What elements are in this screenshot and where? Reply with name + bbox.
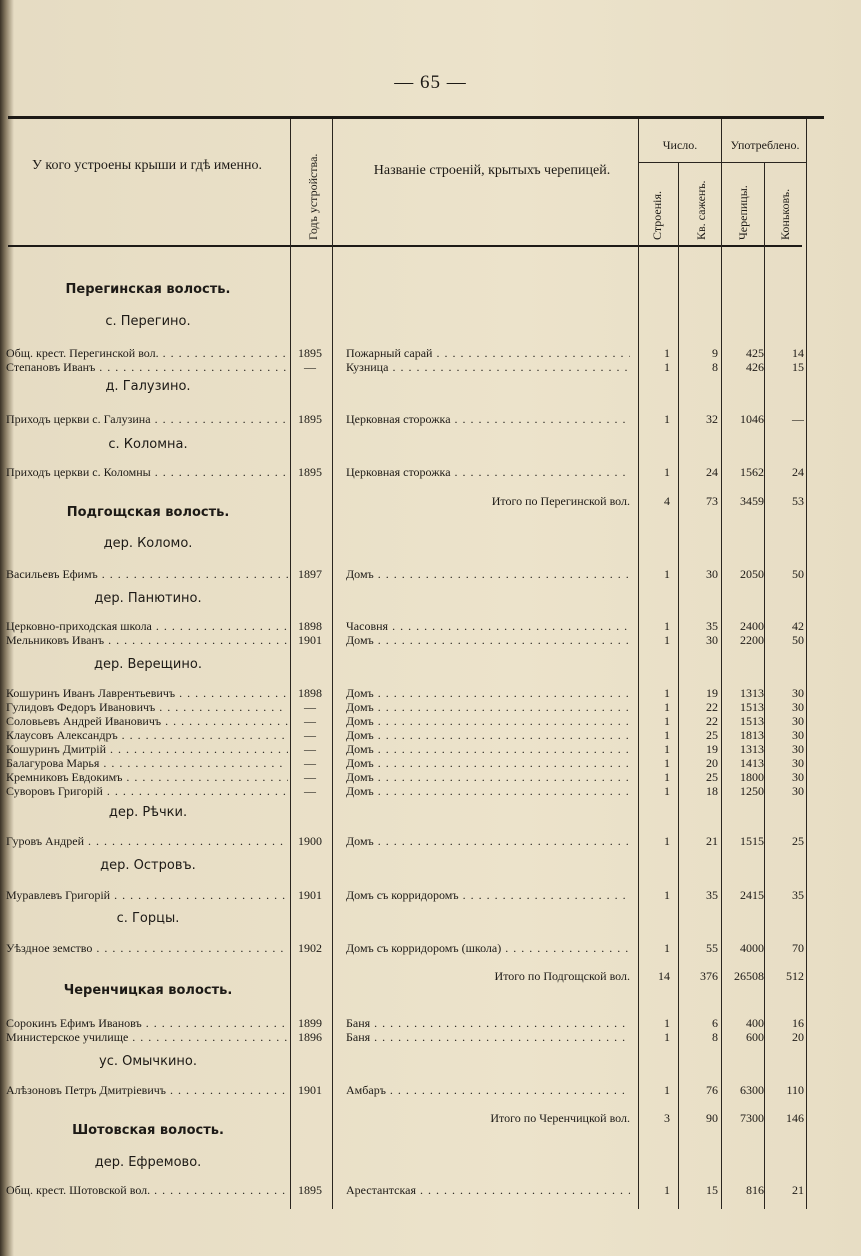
tiles-cell: 7300 (740, 1111, 764, 1125)
buildings-count-cell: 1 (664, 728, 670, 742)
building-cell: Церковная сторожка . . . (346, 465, 630, 479)
owner-cell: Соловьевъ Андрей Ивановичъ . . . (6, 714, 288, 728)
header-buildings: Строенія. (650, 191, 664, 240)
building-cell: Домъ . . . (346, 834, 630, 848)
buildings-count-cell: 1 (664, 714, 670, 728)
locality-heading: дер. Рѣчки. (108, 805, 188, 820)
ridges-cell: 30 (792, 728, 804, 742)
locality-heading: с. Коломна. (108, 437, 188, 452)
tiles-cell: 1513 (740, 700, 764, 714)
square-sazhen-cell: 35 (706, 619, 718, 633)
year-cell: — (304, 784, 316, 798)
table-row (0, 686, 861, 700)
building-cell: Часовня . . . (346, 619, 630, 633)
square-sazhen-cell: 30 (706, 633, 718, 647)
year-cell: 1900 (298, 834, 322, 848)
year-cell: 1902 (298, 941, 322, 955)
square-sazhen-cell: 24 (706, 465, 718, 479)
square-sazhen-cell: 32 (706, 412, 718, 426)
table-row (0, 360, 861, 374)
buildings-count-cell: 1 (664, 412, 670, 426)
owner-cell: Мельниковъ Иванъ . . . (6, 633, 288, 647)
table-row (0, 1083, 861, 1097)
square-sazhen-cell: 8 (712, 360, 718, 374)
owner-cell: Сорокинъ Ефимъ Ивановъ . . . (6, 1016, 288, 1030)
ridges-cell: 20 (792, 1030, 804, 1044)
table-row (0, 1030, 861, 1044)
owner-cell: Балагурова Марья . . . (6, 756, 288, 770)
building-cell: Домъ съ корридоромъ (школа) . . . (346, 941, 630, 955)
section-heading: Подгощская волость. (66, 505, 230, 520)
year-cell: 1898 (298, 686, 322, 700)
buildings-count-cell: 1 (664, 1083, 670, 1097)
buildings-count-cell: 1 (664, 700, 670, 714)
tiles-cell: 1800 (740, 770, 764, 784)
square-sazhen-cell: 30 (706, 567, 718, 581)
locality-heading: ус. Омычкино. (99, 1054, 197, 1069)
owner-cell: Гулидовъ Федоръ Ивановичъ . . . (6, 700, 288, 714)
tiles-cell: 816 (746, 1183, 764, 1197)
table-row (0, 412, 861, 426)
total-row (0, 969, 861, 983)
buildings-count-cell: 4 (664, 494, 670, 508)
square-sazhen-cell: 25 (706, 770, 718, 784)
year-cell: 1895 (298, 412, 322, 426)
table-row (0, 888, 861, 902)
square-sazhen-cell: 6 (712, 1016, 718, 1030)
buildings-count-cell: 1 (664, 360, 670, 374)
building-cell: Домъ . . . (346, 633, 630, 647)
column-line (806, 119, 807, 1209)
locality-heading: дер. Панютино. (94, 591, 202, 606)
column-line (332, 119, 333, 1209)
tiles-cell: 26508 (734, 969, 764, 983)
section-heading: Шотовская волость. (72, 1123, 224, 1138)
tiles-cell: 2400 (740, 619, 764, 633)
tiles-cell: 400 (746, 1016, 764, 1030)
year-cell: — (304, 742, 316, 756)
year-cell: — (304, 700, 316, 714)
header-tiles: Черепицы. (736, 185, 750, 240)
ridges-cell: 53 (792, 494, 804, 508)
building-cell: Арестантская . . . (346, 1183, 630, 1197)
header-year: Годъ устройства. (306, 153, 320, 240)
ridges-cell: 110 (786, 1083, 804, 1097)
buildings-count-cell: 1 (664, 742, 670, 756)
tiles-cell: 1515 (740, 834, 764, 848)
ridges-cell: 35 (792, 888, 804, 902)
header-bottom-rule (8, 245, 802, 247)
header-owner: У кого устроены крыши и гдѣ именно. (32, 158, 262, 173)
buildings-count-cell: 1 (664, 465, 670, 479)
square-sazhen-cell: 376 (700, 969, 718, 983)
tiles-cell: 1813 (740, 728, 764, 742)
tiles-cell: 1513 (740, 714, 764, 728)
ridges-cell: 30 (792, 714, 804, 728)
locality-heading: дер. Островъ. (100, 858, 196, 873)
year-cell: 1895 (298, 465, 322, 479)
square-sazhen-cell: 73 (706, 494, 718, 508)
year-cell: 1896 (298, 1030, 322, 1044)
table-row (0, 784, 861, 798)
year-cell: 1897 (298, 567, 322, 581)
ridges-cell: 21 (792, 1183, 804, 1197)
year-cell: — (304, 728, 316, 742)
total-label: Итого по Подгощской вол. (494, 969, 630, 983)
buildings-count-cell: 1 (664, 941, 670, 955)
column-line (638, 119, 639, 1209)
ridges-cell: 146 (786, 1111, 804, 1125)
table-row (0, 941, 861, 955)
tiles-cell: 1046 (740, 412, 764, 426)
owner-cell: Суворовъ Григорій . . . (6, 784, 288, 798)
table-row (0, 700, 861, 714)
owner-cell: Клаусовъ Александръ . . . (6, 728, 288, 742)
year-cell: — (304, 714, 316, 728)
tiles-cell: 2200 (740, 633, 764, 647)
header-building: Названіе строеній, крытыхъ черепицей. (373, 163, 611, 178)
table-row (0, 633, 861, 647)
square-sazhen-cell: 20 (706, 756, 718, 770)
header-group-divider (638, 162, 806, 163)
square-sazhen-cell: 25 (706, 728, 718, 742)
column-line (290, 119, 291, 1209)
square-sazhen-cell: 19 (706, 686, 718, 700)
buildings-count-cell: 1 (664, 633, 670, 647)
owner-cell: Кошуринъ Иванъ Лаврентьевичъ . . . (6, 686, 288, 700)
ridges-cell: 15 (792, 360, 804, 374)
owner-cell: Общ. крест. Перегинской вол. . . . (6, 346, 288, 360)
table-row (0, 1183, 861, 1197)
buildings-count-cell: 1 (664, 619, 670, 633)
tiles-cell: 426 (746, 360, 764, 374)
square-sazhen-cell: 18 (706, 784, 718, 798)
square-sazhen-cell: 90 (706, 1111, 718, 1125)
buildings-count-cell: 1 (664, 1016, 670, 1030)
owner-cell: Муравлевъ Григорій . . . (6, 888, 288, 902)
owner-cell: Церковно-приходская школа . . . (6, 619, 288, 633)
table-row (0, 834, 861, 848)
year-cell: 1901 (298, 633, 322, 647)
square-sazhen-cell: 9 (712, 346, 718, 360)
year-cell: — (304, 770, 316, 784)
year-cell: 1899 (298, 1016, 322, 1030)
ridges-cell: 70 (792, 941, 804, 955)
ridges-cell: 50 (792, 567, 804, 581)
year-cell: — (304, 756, 316, 770)
table-row (0, 346, 861, 360)
building-cell: Домъ . . . (346, 700, 630, 714)
square-sazhen-cell: 8 (712, 1030, 718, 1044)
locality-heading: дер. Верещино. (94, 657, 202, 672)
buildings-count-cell: 1 (664, 770, 670, 784)
year-cell: 1901 (298, 1083, 322, 1097)
header-ridges: Коньковъ. (778, 188, 792, 240)
tiles-cell: 4000 (740, 941, 764, 955)
building-cell: Церковная сторожка . . . (346, 412, 630, 426)
table-row (0, 742, 861, 756)
column-line (721, 119, 722, 1209)
locality-heading: с. Перегино. (105, 314, 191, 329)
header-divider (678, 162, 679, 246)
ridges-cell: 14 (792, 346, 804, 360)
header-number-group: Число. (662, 138, 698, 152)
building-cell: Домъ . . . (346, 756, 630, 770)
year-cell: 1895 (298, 346, 322, 360)
year-cell: 1898 (298, 619, 322, 633)
table-row (0, 728, 861, 742)
locality-heading: дер. Ефремово. (94, 1155, 202, 1170)
tiles-cell: 1562 (740, 465, 764, 479)
building-cell: Кузница . . . (346, 360, 630, 374)
table-row (0, 619, 861, 633)
tiles-cell: 1413 (740, 756, 764, 770)
ridges-cell: 30 (792, 756, 804, 770)
building-cell: Пожарный сарай . . . (346, 346, 630, 360)
owner-cell: Министерское училище . . . (6, 1030, 288, 1044)
buildings-count-cell: 1 (664, 756, 670, 770)
tiles-cell: 600 (746, 1030, 764, 1044)
ridges-cell: 30 (792, 784, 804, 798)
tiles-cell: 1250 (740, 784, 764, 798)
ridges-cell: 25 (792, 834, 804, 848)
building-cell: Домъ . . . (346, 686, 630, 700)
square-sazhen-cell: 22 (706, 714, 718, 728)
tiles-cell: 2050 (740, 567, 764, 581)
buildings-count-cell: 1 (664, 834, 670, 848)
section-heading: Черенчицкая волость. (63, 983, 233, 998)
building-cell: Амбаръ . . . (346, 1083, 630, 1097)
buildings-count-cell: 1 (664, 888, 670, 902)
owner-cell: Кошуринъ Дмитрій . . . (6, 742, 288, 756)
tiles-cell: 2415 (740, 888, 764, 902)
ridges-cell: 30 (792, 770, 804, 784)
page-number: — 65 — (394, 72, 467, 93)
owner-cell: Кремниковъ Евдокимъ . . . (6, 770, 288, 784)
building-cell: Домъ . . . (346, 742, 630, 756)
header-sq: Кв. саженъ. (694, 180, 708, 240)
owner-cell: Общ. крест. Шотовской вол. . . . (6, 1183, 288, 1197)
header-divider (764, 162, 765, 246)
owner-cell: Приходъ церкви с. Коломны . . . (6, 465, 288, 479)
buildings-count-cell: 3 (664, 1111, 670, 1125)
owner-cell: Гуровъ Андрей . . . (6, 834, 288, 848)
owner-cell: Алѣзоновъ Петръ Дмитріевичъ . . . (6, 1083, 288, 1097)
total-label: Итого по Черенчицкой вол. (490, 1111, 630, 1125)
buildings-count-cell: 1 (664, 784, 670, 798)
owner-cell: Уѣздное земство . . . (6, 941, 288, 955)
buildings-count-cell: 14 (658, 969, 670, 983)
locality-heading: дер. Коломо. (103, 536, 193, 551)
ridges-cell: — (792, 412, 804, 426)
ridges-cell: 24 (792, 465, 804, 479)
ridges-cell: 30 (792, 700, 804, 714)
building-cell: Домъ . . . (346, 770, 630, 784)
tiles-cell: 1313 (740, 686, 764, 700)
owner-cell: Приходъ церкви с. Галузина . . . (6, 412, 288, 426)
header-top-rule (8, 116, 824, 119)
table-row (0, 770, 861, 784)
building-cell: Баня . . . (346, 1030, 630, 1044)
square-sazhen-cell: 19 (706, 742, 718, 756)
square-sazhen-cell: 76 (706, 1083, 718, 1097)
table-row (0, 756, 861, 770)
table-row (0, 567, 861, 581)
ridges-cell: 512 (786, 969, 804, 983)
section-heading: Перегинская волость. (65, 282, 231, 297)
building-cell: Баня . . . (346, 1016, 630, 1030)
buildings-count-cell: 1 (664, 1030, 670, 1044)
tiles-cell: 3459 (740, 494, 764, 508)
building-cell: Домъ . . . (346, 567, 630, 581)
owner-cell: Степановъ Иванъ . . . (6, 360, 288, 374)
ridges-cell: 16 (792, 1016, 804, 1030)
tiles-cell: 425 (746, 346, 764, 360)
ridges-cell: 30 (792, 686, 804, 700)
header-used-group: Употреблено. (730, 138, 800, 152)
buildings-count-cell: 1 (664, 567, 670, 581)
locality-heading: с. Горцы. (116, 911, 180, 926)
square-sazhen-cell: 22 (706, 700, 718, 714)
building-cell: Домъ . . . (346, 714, 630, 728)
total-label: Итого по Перегинской вол. (491, 494, 630, 508)
buildings-count-cell: 1 (664, 686, 670, 700)
square-sazhen-cell: 15 (706, 1183, 718, 1197)
locality-heading: д. Галузино. (105, 379, 191, 394)
owner-cell: Васильевъ Ефимъ . . . (6, 567, 288, 581)
building-cell: Домъ . . . (346, 728, 630, 742)
square-sazhen-cell: 21 (706, 834, 718, 848)
tiles-cell: 1313 (740, 742, 764, 756)
square-sazhen-cell: 55 (706, 941, 718, 955)
table-row (0, 1016, 861, 1030)
table-row (0, 465, 861, 479)
buildings-count-cell: 1 (664, 1183, 670, 1197)
ridges-cell: 42 (792, 619, 804, 633)
year-cell: 1901 (298, 888, 322, 902)
ridges-cell: 30 (792, 742, 804, 756)
ridges-cell: 50 (792, 633, 804, 647)
year-cell: 1895 (298, 1183, 322, 1197)
building-cell: Домъ . . . (346, 784, 630, 798)
buildings-count-cell: 1 (664, 346, 670, 360)
tiles-cell: 6300 (740, 1083, 764, 1097)
table-row (0, 714, 861, 728)
building-cell: Домъ съ корридоромъ . . . (346, 888, 630, 902)
year-cell: — (304, 360, 316, 374)
square-sazhen-cell: 35 (706, 888, 718, 902)
